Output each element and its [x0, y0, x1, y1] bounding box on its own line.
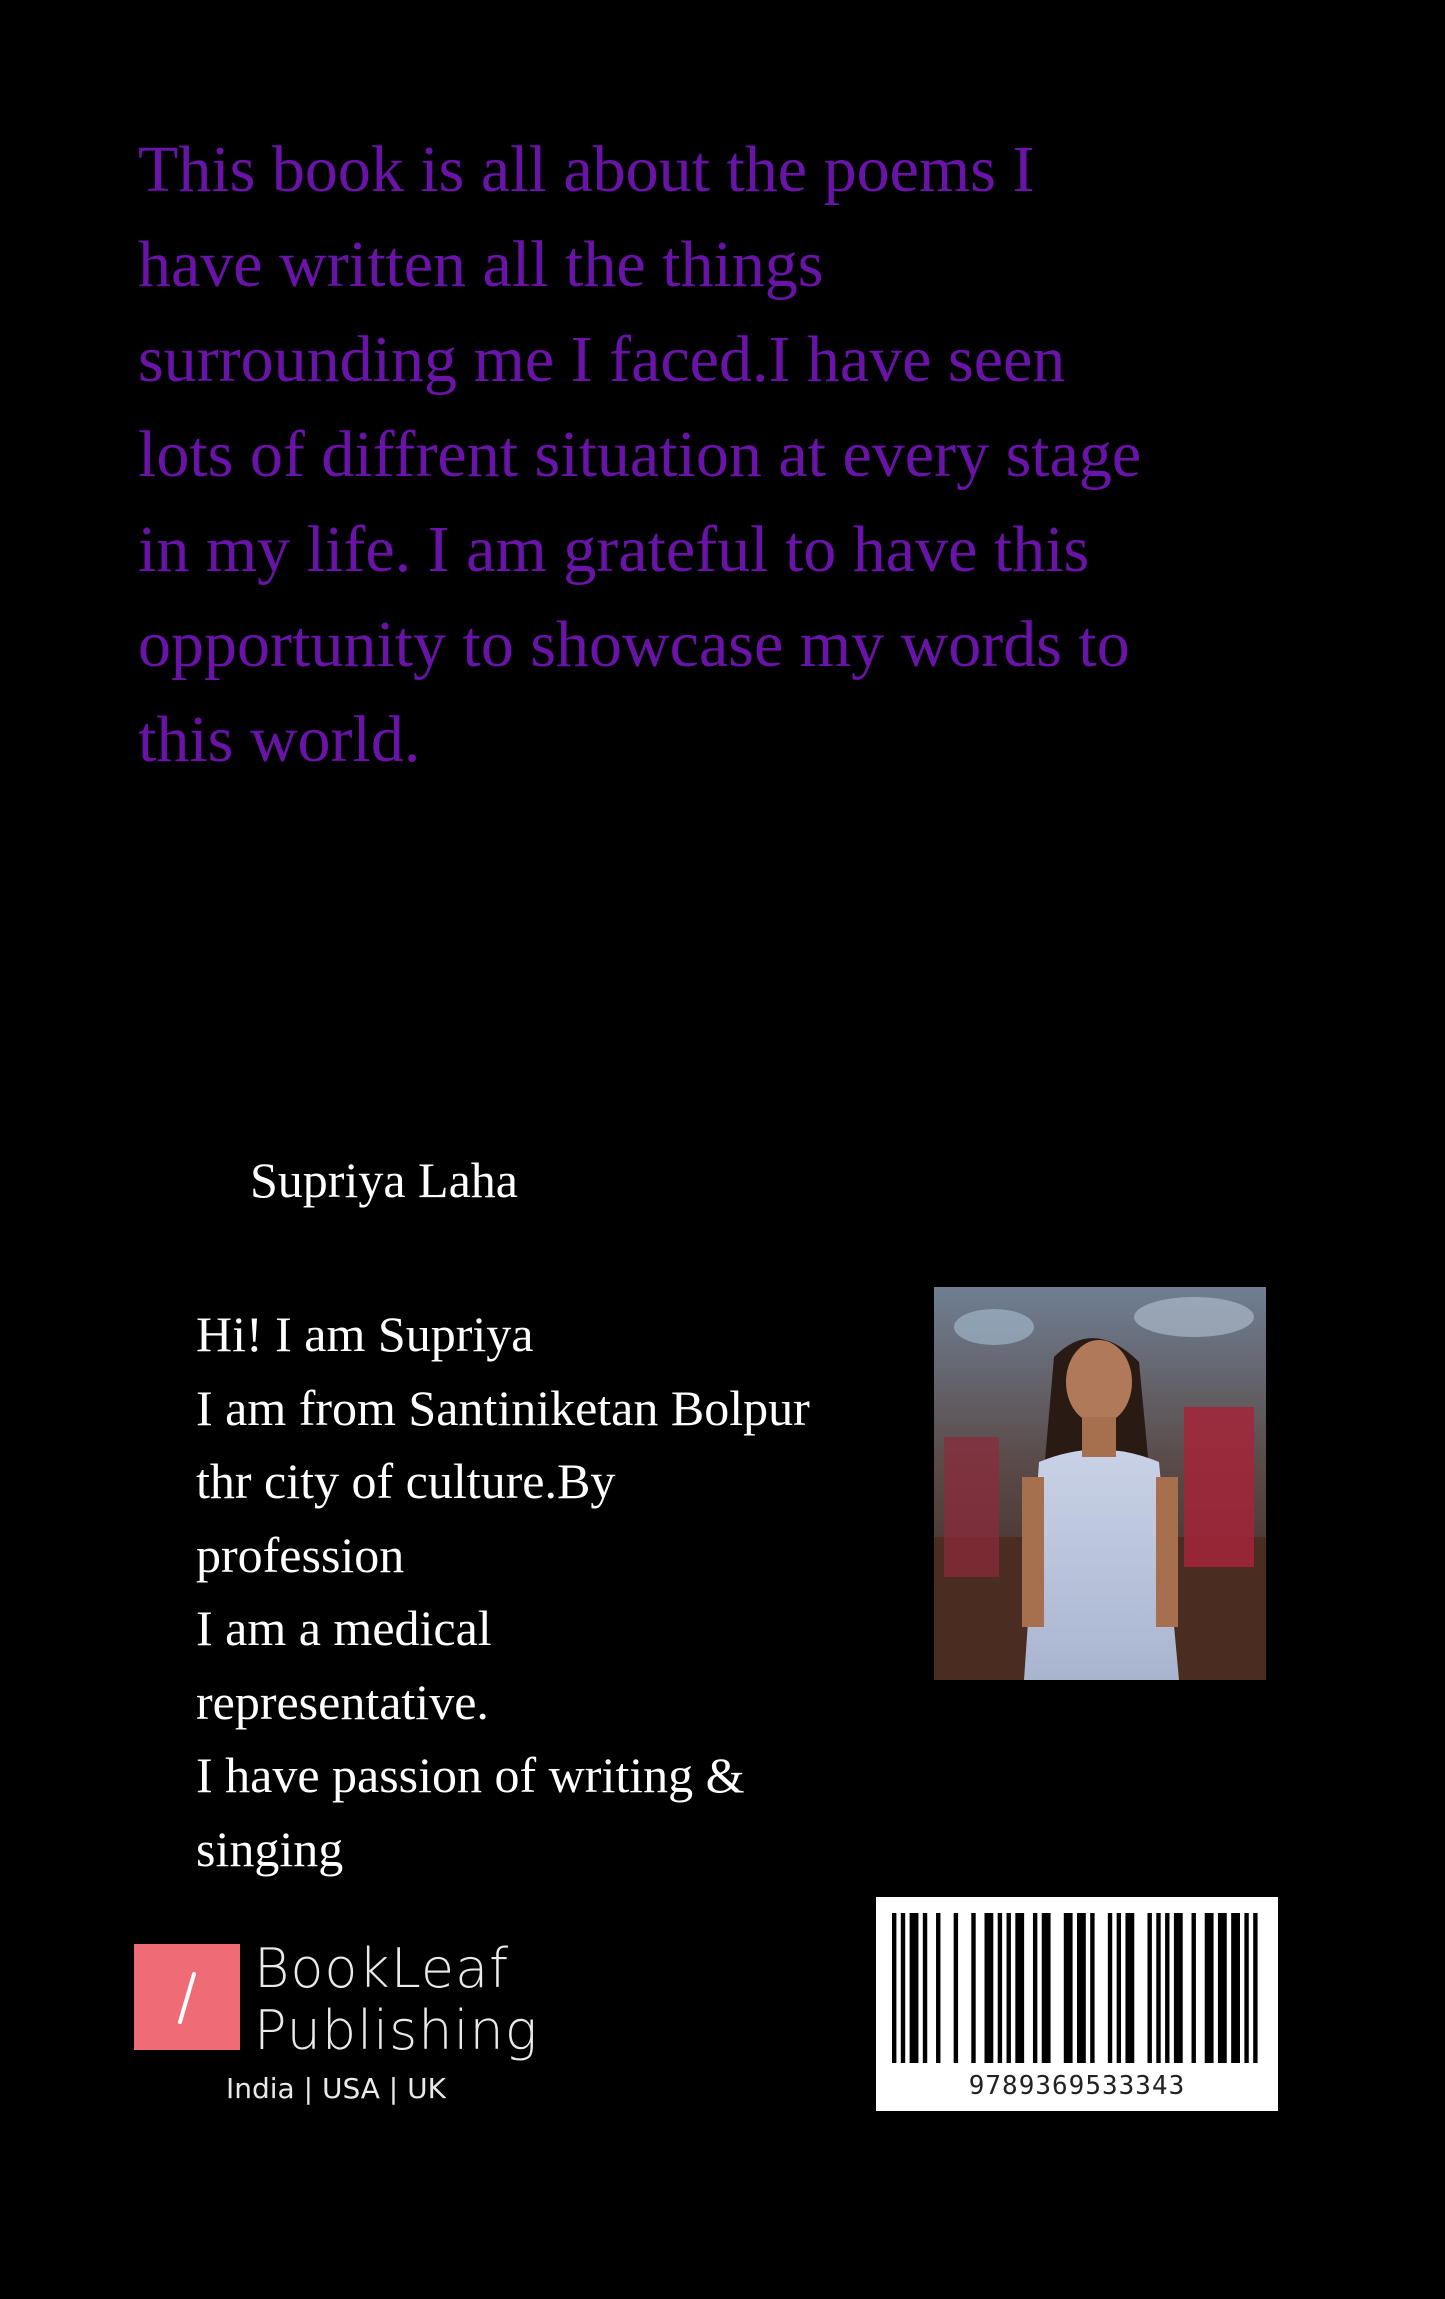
barcode-bar	[1090, 1913, 1094, 2063]
barcode-bar	[1231, 1913, 1240, 2063]
barcode-bar	[1147, 1913, 1151, 2063]
barcode-bar	[1064, 1913, 1073, 2063]
barcode-bar	[985, 1913, 994, 2063]
barcode-bar	[998, 1913, 1002, 2063]
barcode-bar	[1156, 1913, 1160, 2063]
barcode-bar	[901, 1913, 905, 2063]
barcode-bar	[1077, 1913, 1086, 2063]
barcode-bar	[1007, 1913, 1011, 2063]
barcode-bar	[1108, 1913, 1112, 2063]
barcode-bar	[1174, 1913, 1183, 2063]
barcode-bar	[1125, 1913, 1134, 2063]
publisher-name-line2: Publishing	[254, 1999, 539, 2062]
barcode-bar	[1165, 1913, 1169, 2063]
barcode-bar	[936, 1913, 940, 2063]
barcode-bar	[1218, 1913, 1227, 2063]
barcode-bar	[1253, 1913, 1257, 2063]
barcode-bar	[1042, 1913, 1051, 2063]
barcode-bar	[1117, 1913, 1121, 2063]
publisher-locations: India | USA | UK	[226, 2072, 446, 2105]
barcode-bar	[1205, 1913, 1214, 2063]
barcode-bar	[1192, 1913, 1196, 2063]
barcode-bar	[1033, 1913, 1037, 2063]
barcode-bar	[971, 1913, 975, 2063]
barcode-bar	[1244, 1913, 1248, 2063]
barcode-bar	[910, 1913, 919, 2063]
barcode-bar	[1015, 1913, 1024, 2063]
isbn-number: 9789369533343	[968, 2071, 1186, 2101]
publisher-logo-icon	[134, 1944, 240, 2050]
barcode-bar	[954, 1913, 958, 2063]
author-name: Supriya Laha	[250, 1152, 518, 1208]
author-bio: Hi! I am Supriya I am from Santiniketan Bolpur thr city of culture.By profession I am a medical representative. I have passion of writing & singing	[196, 1306, 810, 1877]
isbn-barcode	[876, 1897, 1278, 2111]
cover-blurb: This book is all about the poems I have written all the things surrounding me I faced.I have seen lots of diffrent situation at every stage in my life. I am grateful to have this opportunity to showcase my words to this world.	[138, 133, 1142, 776]
barcode-bar	[892, 1913, 896, 2063]
author-photo	[934, 1287, 1266, 1680]
publisher-name-line1: BookLeaf	[254, 1937, 510, 2000]
barcode-bar	[923, 1913, 927, 2063]
